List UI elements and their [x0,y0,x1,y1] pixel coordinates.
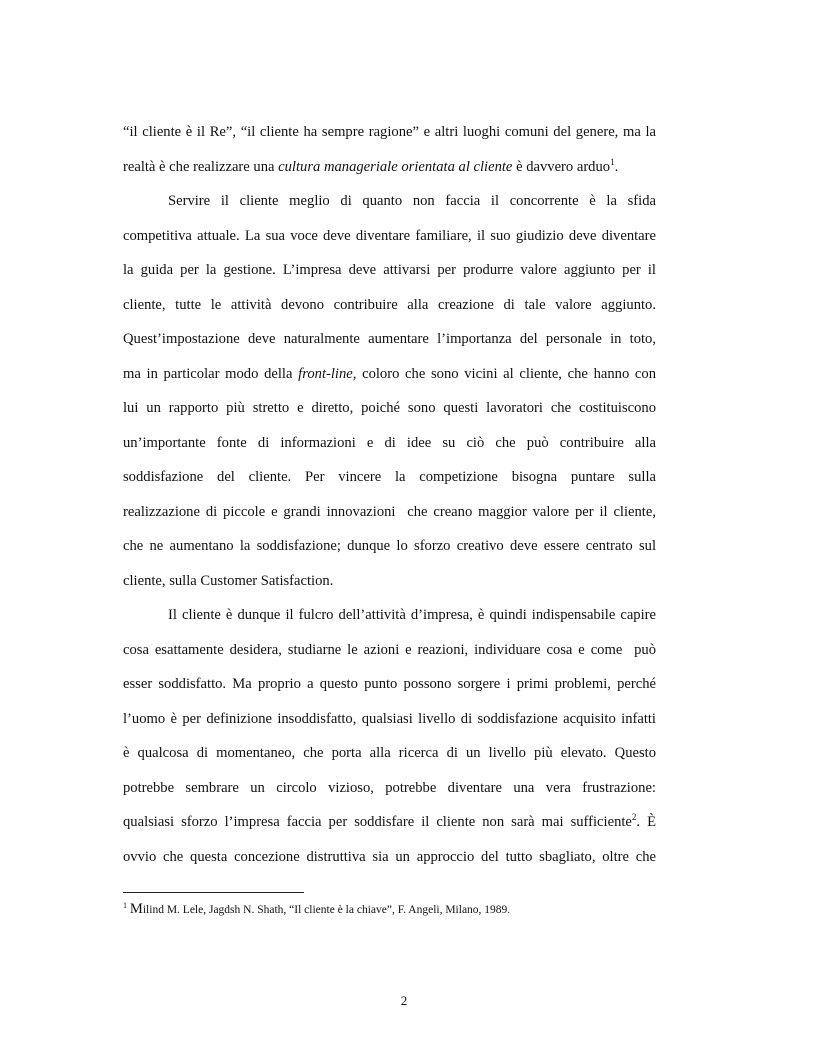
body-line-21: qualsiasi sforzo l’impresa faccia per soddisfare il cliente non sarà mai sufficiente$^2$. È [123,812,656,830]
body-line-18: l’uomo è per definizione insoddisfatto, qualsiasi livello di soddisfazione acquisito infatti [123,711,656,727]
footnote-ref-1: 1 [610,157,615,167]
footnote-separator [123,892,304,893]
italic-phrase: cultura manageriale orientata al cliente [278,159,513,175]
body-line-14: cliente, sulla Customer Satisfaction. [123,573,334,589]
footnote-ref-2: 2 [631,812,637,822]
paragraph-3-first-line: Il cliente è dunque il fulcro dell’attività d’impresa, è quindi indispensabile capire [168,607,656,623]
page-number: 2 [400,993,408,1008]
body-line-12: realizzazione di piccole e grandi innovazioni che creano maggior valore per il cliente, [123,504,656,520]
body-line-2: realtà è che realizzare una cultura manageriale orientata al cliente è davvero arduo$^1$. [123,157,619,175]
body-line-8: ma in particolar modo della front-line, coloro che sono vicini al cliente, che hanno con [123,366,657,382]
body-line-9: lui un rapporto più stretto e diretto, poiché sono questi lavoratori che costituiscono [123,400,656,416]
footnote-1 [123,900,683,919]
footnote-marker: 1 [123,901,127,910]
body-line-4: competitiva attuale. La sua voce deve diventare familiare, il suo giudizio deve diventare [123,228,656,244]
body-line-13: che ne aumentano la soddisfazione; dunque lo sforzo creativo deve essere centrato sul [123,538,656,554]
body-line-20: potrebbe sembrare un circolo vizioso, potrebbe diventare una vera frustrazione: [123,780,656,796]
footnote-initial: M [129,901,143,917]
italic-term: front-line [298,366,353,382]
body-line-7: Quest’impostazione deve naturalmente aumentare l’importanza del personale in toto, [123,331,656,347]
body-line-6: cliente, tutte le attività devono contribuire alla creazione di tale valore aggiunto. [123,297,656,313]
body-line-17: esser soddisfatto. Ma proprio a questo punto possono sorgere i primi problemi, perché [123,676,656,692]
footnote-text: ilind M. Lele, Jagdsh N. Shath, “Il cliente è la chiave”, F. Angeli, Milano, 1989. [142,904,511,916]
body-line-22: ovvio che questa concezione distruttiva sia un approccio del tutto sbagliato, oltre che [123,849,656,865]
body-line-10: un’importante fonte di informazioni e di idee su ciò che può contribuire alla [123,435,656,451]
body-line-1: “il cliente è il Re”, “il cliente ha sempre ragione” e altri luoghi comuni del genere, ma la [123,124,656,140]
body-line-11: soddisfazione del cliente. Per vincere la competizione bisogna puntare sulla [123,469,656,485]
body-line-16: cosa esattamente desidera, studiarne le azioni e reazioni, individuare cosa e come può [123,642,656,658]
body-line-5: la guida per la gestione. L’impresa deve attivarsi per produrre valore aggiunto per il [123,262,656,278]
body-line-19: è qualcosa di momentaneo, che porta alla ricerca di un livello più elevato. Questo [123,745,656,761]
paragraph-2-first-line: Servire il cliente meglio di quanto non faccia il concorrente è la sfida [168,193,656,209]
